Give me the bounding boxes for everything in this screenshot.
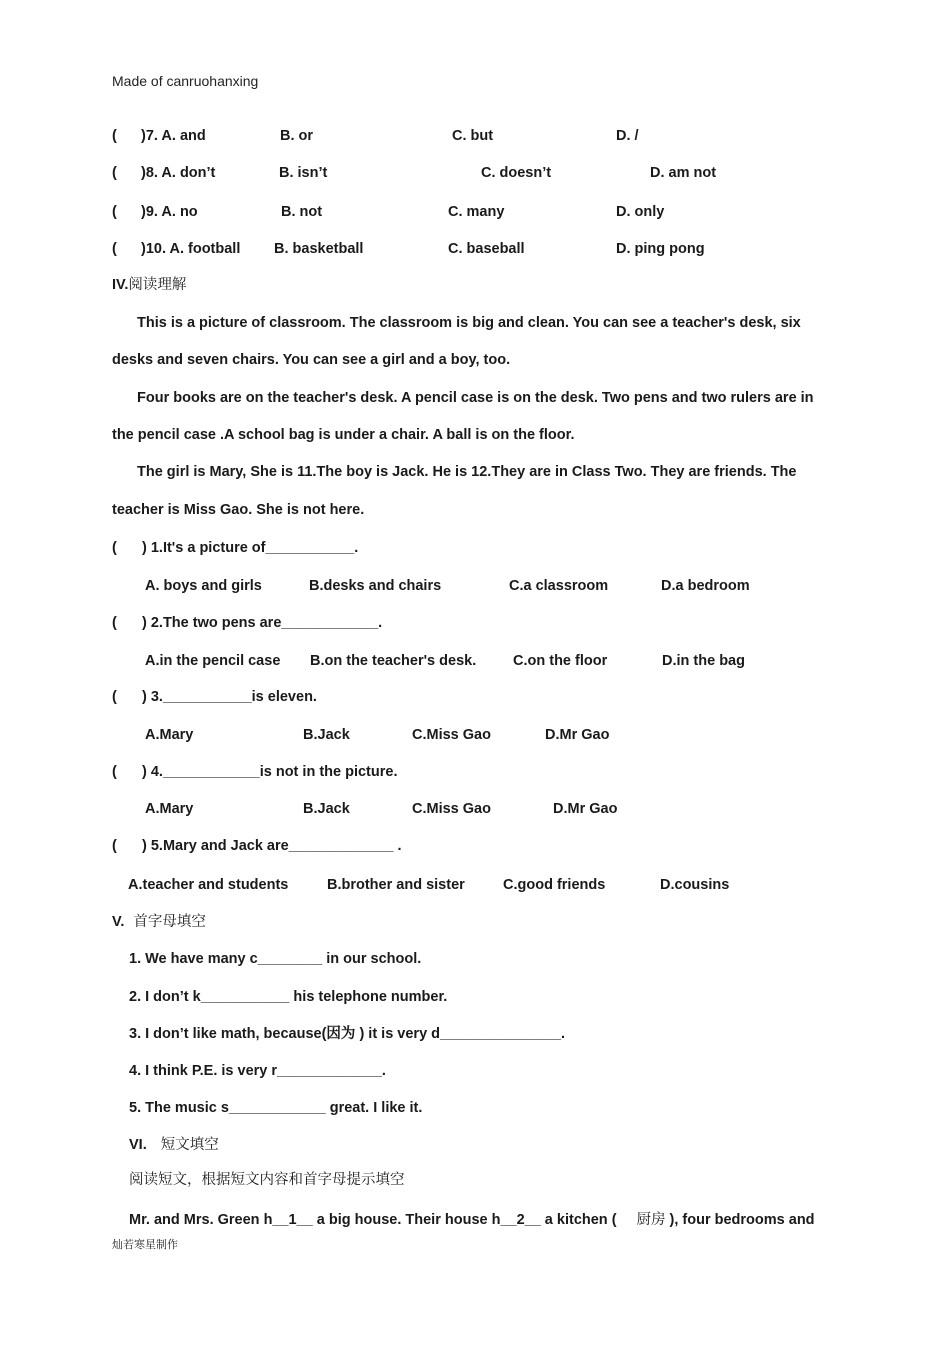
- reading-paragraph-2-line-2: the pencil case .A school bag is under a chair. A ball is on the floor.: [112, 427, 575, 443]
- option-d: D.a bedroom: [661, 578, 750, 594]
- reading-paragraph-3-line-2: teacher is Miss Gao. She is not here.: [112, 502, 365, 518]
- option-a: A. boys and girls: [145, 578, 262, 594]
- section-5-heading: [112, 913, 206, 931]
- option-a: A.Mary: [145, 727, 194, 743]
- cloze-text-part-b: ), four bedrooms and: [669, 1212, 815, 1228]
- cloze-text-part-a: Mr. and Mrs. Green h__1__ a big house. Their house h__2__ a kitchen (: [129, 1212, 617, 1228]
- answer-paren: (: [112, 689, 117, 705]
- fill-item-5: 5. The music s____________ great. I like it.: [129, 1100, 423, 1116]
- fill-item-2: 2. I don’t k___________ his telephone number.: [129, 989, 448, 1005]
- question-number-option-a: )9. A. no: [141, 204, 198, 220]
- option-c: C.Miss Gao: [412, 727, 491, 743]
- answer-paren: (: [112, 540, 117, 556]
- option-c: C.good friends: [503, 877, 606, 893]
- option-d: D.cousins: [660, 877, 730, 893]
- question-number-option-a: )7. A. and: [141, 128, 206, 144]
- option-c: C.Miss Gao: [412, 801, 491, 817]
- reading-paragraph-2-line-1: Four books are on the teacher's desk. A pencil case is on the desk. Two pens and two rulers are in: [137, 390, 814, 406]
- section-number: IV.: [112, 277, 129, 293]
- option-b: B. not: [281, 204, 323, 220]
- section-title: 阅读理解: [128, 277, 187, 293]
- question-text: ) 2.The two pens are____________.: [142, 615, 383, 631]
- reading-paragraph-3-line-1: The girl is Mary, She is 11.The boy is Jack. He is 12.They are in Class Two. They are friends. The: [137, 464, 797, 480]
- option-b: B.on the teacher's desk.: [310, 653, 477, 669]
- section-6-instruction: 阅读短文，根据短文内容和首字母提示填空: [129, 1172, 405, 1188]
- option-b: B.brother and sister: [327, 877, 465, 893]
- option-c: C. doesn’t: [481, 165, 552, 181]
- option-d: D. am not: [650, 165, 717, 181]
- fill-item-3: 3. I don’t like math, because(因为 ) it is very d_______________.: [129, 1026, 566, 1042]
- option-b: B.desks and chairs: [309, 578, 442, 594]
- question-number-option-a: )8. A. don’t: [141, 165, 216, 181]
- answer-paren: (: [112, 165, 117, 181]
- option-b: B. or: [280, 128, 314, 144]
- answer-paren: (: [112, 764, 117, 780]
- fill-item-1: 1. We have many c________ in our school.: [129, 951, 422, 967]
- option-b: B. isn’t: [279, 165, 328, 181]
- section-number: VI.: [129, 1137, 147, 1153]
- option-a: A.Mary: [145, 801, 194, 817]
- option-b: B. basketball: [274, 241, 364, 257]
- option-c: C.a classroom: [509, 578, 609, 594]
- answer-paren: (: [112, 838, 117, 854]
- option-c: C.on the floor: [513, 653, 608, 669]
- section-6-heading: [129, 1136, 219, 1154]
- option-d: D. ping pong: [616, 241, 705, 257]
- section-title: 短文填空: [160, 1137, 219, 1153]
- question-text: ) 1.It's a picture of___________.: [142, 540, 359, 556]
- question-text: ) 4.____________is not in the picture.: [142, 764, 398, 780]
- question-number-option-a: )10. A. football: [141, 241, 241, 257]
- option-a: A.in the pencil case: [145, 653, 281, 669]
- answer-paren: (: [112, 204, 117, 220]
- option-a: A.teacher and students: [128, 877, 289, 893]
- section-title: 首字母填空: [133, 914, 206, 930]
- answer-paren: (: [112, 128, 117, 144]
- option-d: D.in the bag: [662, 653, 745, 669]
- option-d: D.Mr Gao: [553, 801, 618, 817]
- reading-paragraph-1-line-1: This is a picture of classroom. The classroom is big and clean. You can see a teacher's desk, six: [137, 315, 801, 331]
- option-b: B.Jack: [303, 801, 350, 817]
- question-text: ) 3.___________is eleven.: [142, 689, 317, 705]
- option-d: D. /: [616, 128, 639, 144]
- section-number: V.: [112, 914, 125, 930]
- page-footer: 灿若寒星制作: [112, 1239, 178, 1251]
- answer-paren: (: [112, 241, 117, 257]
- option-c: C. but: [452, 128, 494, 144]
- section-4-heading: [112, 276, 186, 294]
- option-c: C. many: [448, 204, 505, 220]
- option-d: D.Mr Gao: [545, 727, 610, 743]
- option-c: C. baseball: [448, 241, 525, 257]
- option-d: D. only: [616, 204, 665, 220]
- cloze-text-chinese: 厨房: [636, 1212, 666, 1228]
- page-header: Made of canruohanxing: [112, 73, 259, 89]
- option-b: B.Jack: [303, 727, 350, 743]
- answer-paren: (: [112, 615, 117, 631]
- cloze-text-line-1: [129, 1211, 815, 1229]
- fill-item-4: 4. I think P.E. is very r_____________.: [129, 1063, 386, 1079]
- reading-paragraph-1-line-2: desks and seven chairs. You can see a girl and a boy, too.: [112, 352, 511, 368]
- question-text: ) 5.Mary and Jack are_____________ .: [142, 838, 402, 854]
